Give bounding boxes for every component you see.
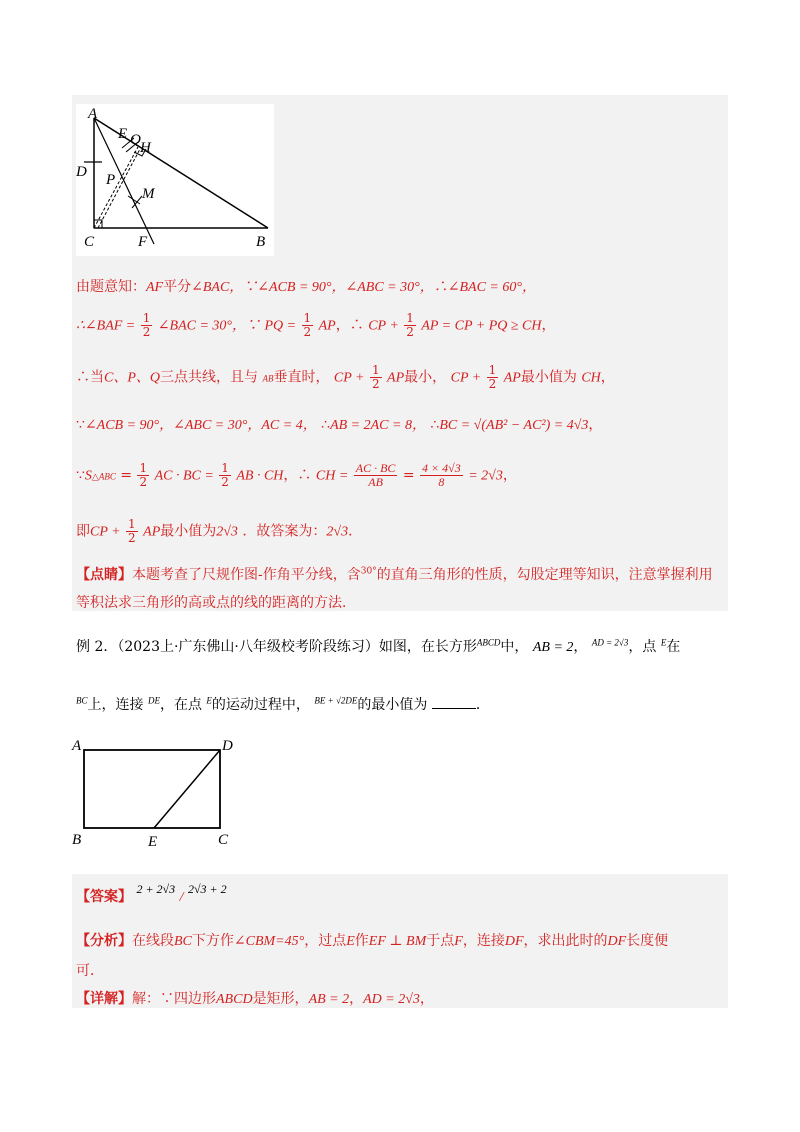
triangle-figure (76, 104, 274, 256)
solution-line-2: ∴∠BAF = $\frac{1}{2}$ ∠BAC = 30°，∵ PQ = $\frac{1}{2}$ AP，∴ CP + $\frac{1}{2}$ AP = CP + PQ ≥ CH， (76, 311, 556, 339)
rectangle-figure (70, 736, 250, 852)
segment-de (154, 750, 220, 828)
comment-line-2: 等积法求三角形的高或点的线的距离的方法． (76, 595, 356, 611)
label-m: M (142, 186, 155, 202)
solution-line-5: ∵S△ABC = $\frac{1}{2}$ AC · BC = $\frac{1}{2}$ AB · CH，∴ CH = $\frac{AC \cdot BC}{AB}$ = $\frac{4 \times 4√3}{8}$ = 2√3， (76, 461, 517, 489)
label-e2: E (148, 834, 158, 850)
label-q: Q (130, 132, 141, 148)
label-b2: B (72, 832, 82, 848)
rect-abcd (84, 750, 220, 828)
label-a2: A (72, 738, 82, 754)
label-e: E (118, 126, 128, 142)
rectangle-diagram (70, 736, 250, 852)
solution-line-6: 即CP + $\frac{1}{2}$ AP最小值为2√3 ．故答案为：2√3． (76, 517, 363, 545)
analysis-line-1: 【分析】在线段BC下方作∠CBM=45°，过点E作EF ⊥ BM于点F，连接DF，求出此时的DF长度便 (76, 933, 669, 949)
label-a: A (88, 106, 98, 122)
solution-line-3: ∴当C、P、Q三点共线，且与 AB垂直时， CP + $\frac{1}{2}$ AP最小， CP + $\frac{1}{2}$ AP最小值为 CH， (76, 363, 615, 391)
answer-line: 【答案】 2 + 2√3 / 2√3 + 2 (76, 882, 227, 905)
comment-line-1: 【点睛】本题考查了尺规作图-作角平分线，含$^{30^\circ}$的直角三角形的性质，勾股定理等知识，注意掌握利用 (76, 566, 713, 583)
solution-line-4: ∵∠ACB = 90°，∠ABC = 30°，AC = 4， ∴AB = 2AC = 8， ∴BC = √(AB² − AC²) = 4√3， (76, 417, 603, 433)
example2-line-1: 例 2．（2023上·广东佛山·八年级校考阶段练习）如图，在长方形$^{ABCD}$中， AB = 2， $^{AD = 2√3}$，点 $^E$在 (76, 637, 681, 655)
label-c2: C (218, 832, 229, 848)
detail-line: 【详解】解：∵四边形ABCD是矩形，AB = 2，AD = 2√3， (76, 991, 434, 1007)
line-cq (94, 147, 138, 228)
analysis-line-2: 可． (76, 963, 104, 979)
label-c: C (84, 234, 95, 250)
label-p: P (106, 172, 116, 188)
triangle-diagram (76, 104, 274, 256)
label-f: F (138, 234, 148, 250)
label-b: B (256, 234, 266, 250)
solution-line-1: 由题意知：AF平分∠BAC，∵∠ACB = 90°，∠ABC = 30°，∴∠BAC = 60°， (76, 279, 536, 295)
answer-blank[interactable] (432, 708, 476, 709)
label-d: D (76, 164, 87, 180)
example2-line-2: $^{BC}$上，连接 $^{DE}$，在点 $^E$的运动过程中， $^{BE + √2DE}$的最小值为 ． (76, 695, 490, 713)
label-d2: D (222, 738, 233, 754)
label-h: H (140, 140, 151, 156)
line-ch (98, 149, 140, 228)
